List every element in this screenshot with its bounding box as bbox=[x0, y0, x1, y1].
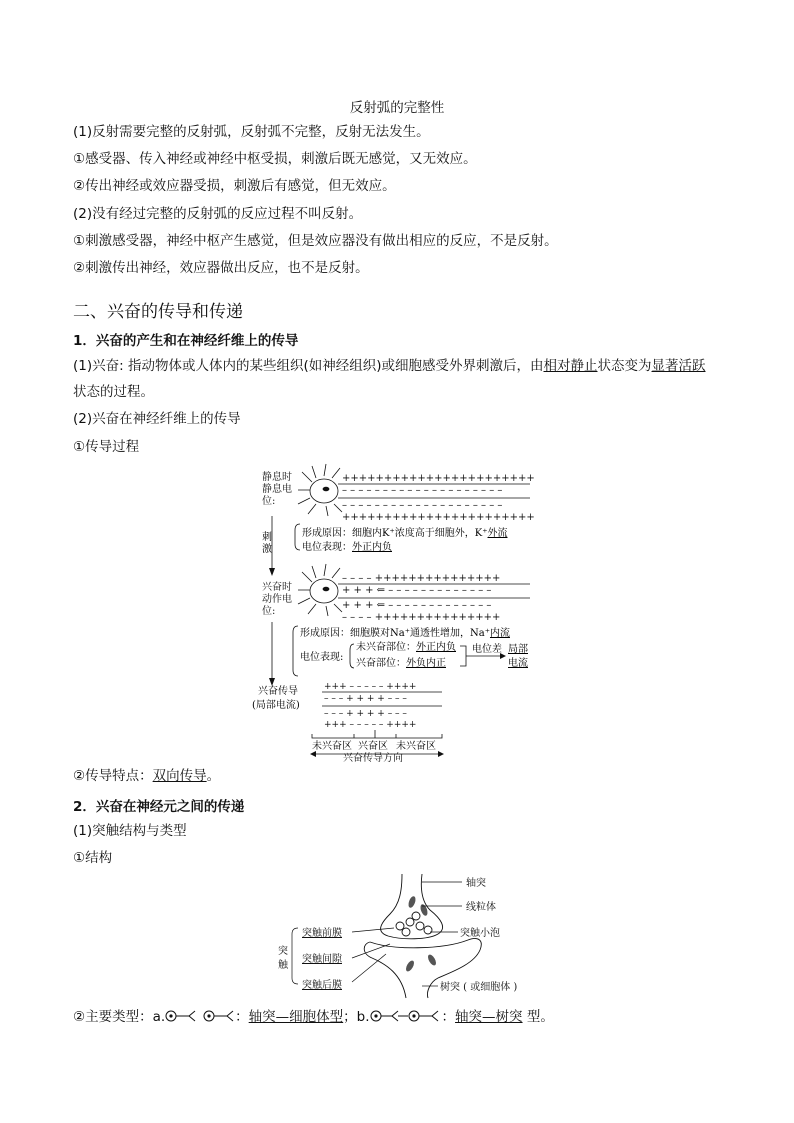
membrane-charges: +++ – – – – – ++++ bbox=[324, 682, 417, 692]
definition-text: (1)兴奋: 指动物体或人体内的某些组织(如神经组织)或细胞感受外界刺激后，由 bbox=[73, 358, 544, 374]
paragraph: (2)兴奋在神经纤维上的传导 bbox=[73, 411, 241, 427]
cause-text bbox=[302, 526, 508, 539]
types-text: ②主要类型：a. bbox=[73, 1009, 166, 1025]
stimulus-label: 刺 bbox=[262, 532, 272, 543]
propagation-label: 兴奋传导 bbox=[258, 686, 298, 697]
types-text: 型。 bbox=[522, 1009, 554, 1025]
membrane-charges: – – – – +++++++++++++++ bbox=[342, 573, 501, 584]
excite-label-2: 动作电 bbox=[262, 594, 292, 605]
excite-label-1: 兴奋时 bbox=[262, 582, 292, 593]
presynaptic-label: 突触前膜 bbox=[302, 928, 342, 939]
local-current-label: 电流 bbox=[508, 658, 528, 669]
axosomatic-synapse-icon bbox=[165, 1009, 235, 1023]
definition-line bbox=[73, 357, 706, 375]
membrane-charges: + + + ⇐ – – – – – – – – – – – – – bbox=[342, 600, 492, 611]
cause-text: 形成原因：细胞内K⁺浓度高于细胞外，K⁺ bbox=[302, 528, 488, 539]
paragraph: ①传导过程 bbox=[73, 439, 140, 455]
unexcited-text bbox=[356, 640, 456, 653]
paragraph: (2)没有经过完整的反射弧的反应过程不叫反射。 bbox=[73, 206, 363, 222]
membrane-charges: + + + ⇐ – – – – – – – – – – – – – bbox=[342, 585, 492, 596]
paragraph: ②刺激传出神经，效应器做出反应，也不是反射。 bbox=[73, 260, 369, 276]
underlined-term: 内流 bbox=[489, 628, 510, 639]
axodendritic-synapse-icon bbox=[370, 1009, 442, 1023]
feature-text: ②传导特点： bbox=[73, 768, 153, 784]
feature-line bbox=[73, 767, 220, 785]
rest-label-1: 静息时 bbox=[262, 472, 292, 483]
cause-text bbox=[300, 626, 510, 639]
synapse-label: 突 bbox=[278, 946, 288, 957]
underlined-term: 外正内负 bbox=[352, 542, 392, 553]
zone-label: 未兴奋区 bbox=[312, 741, 352, 752]
neuron-cell-body-icon bbox=[298, 464, 342, 516]
paragraph: (1)反射需要完整的反射弧，反射弧不完整，反射无法发生。 bbox=[73, 124, 430, 140]
underlined-term: 外负内正 bbox=[406, 658, 446, 669]
membrane-charges: – – – – – – – – – – – – – – – – – – – – bbox=[342, 485, 503, 496]
direction-label: 兴奋传导方向 bbox=[343, 753, 403, 764]
membrane-charges: – – – – – – – – – – – – – – – – – – – – bbox=[342, 500, 503, 511]
membrane-charges: – – – + + + + – – – bbox=[324, 694, 407, 704]
synapse-diagram bbox=[262, 870, 542, 1000]
underlined-term: 外流 bbox=[487, 528, 508, 539]
subsection-heading: 1．兴奋的产生和在神经纤维上的传导 bbox=[73, 333, 299, 349]
paragraph: ①刺激感受器，神经中枢产生感觉，但是效应器没有做出相应的反应，不是反射。 bbox=[73, 233, 558, 249]
vesicle-label: 突触小泡 bbox=[460, 928, 500, 939]
rest-label-2: 静息电 bbox=[262, 484, 292, 495]
underlined-term: 显著活跃 bbox=[651, 358, 706, 374]
excited-text bbox=[356, 656, 446, 669]
paragraph: (1)突触结构与类型 bbox=[73, 823, 187, 839]
underlined-term: 双向传导 bbox=[152, 768, 207, 784]
excited-text: 兴奋部位： bbox=[356, 658, 406, 669]
paragraph: ①感受器、传入神经或神经中枢受损，刺激后既无感觉，又无效应。 bbox=[73, 151, 477, 167]
potential-text bbox=[302, 540, 392, 553]
conduction-diagram bbox=[250, 460, 550, 760]
potential-text: 电位表现： bbox=[302, 542, 352, 553]
synaptic-cleft-label: 突触间隙 bbox=[302, 954, 342, 965]
membrane-charges: – – – – +++++++++++++++ bbox=[342, 612, 501, 623]
membrane-charges: +++++++++++++++++++++++ bbox=[342, 473, 535, 484]
postsynaptic-label: 突触后膜 bbox=[302, 980, 342, 991]
paragraph: ①结构 bbox=[73, 850, 113, 866]
local-current-label: 局部 bbox=[508, 644, 528, 655]
types-line: ②主要类型：a. ：轴突—细胞体型；b. ：轴突—树突 型。 bbox=[73, 1009, 554, 1025]
propagation-label: (局部电流) bbox=[252, 700, 300, 711]
underlined-term: 轴突—树突 bbox=[455, 1009, 523, 1025]
reflex-title: 反射弧的完整性 bbox=[349, 100, 445, 116]
unexcited-text: 未兴奋部位： bbox=[356, 642, 416, 653]
zone-label: 兴奋区 bbox=[358, 741, 388, 752]
underlined-term: 相对静止 bbox=[543, 358, 598, 374]
paragraph: ②传出神经或效应器受损，刺激后有感觉，但无效应。 bbox=[73, 178, 396, 194]
definition-text: 状态变为 bbox=[597, 358, 652, 374]
underlined-term: 外正内负 bbox=[416, 642, 456, 653]
feature-text: 。 bbox=[206, 768, 221, 784]
underlined-term: 轴突—细胞体型 bbox=[248, 1009, 344, 1025]
neuron-cell-body-icon bbox=[298, 564, 342, 616]
cause-text: 形成原因：细胞膜对Na⁺通透性增加，Na⁺ bbox=[300, 628, 490, 639]
stimulus-label: 激 bbox=[262, 544, 272, 555]
axon-label: 轴突 bbox=[466, 878, 486, 889]
mitochondria-label: 线粒体 bbox=[466, 902, 496, 913]
potential-label: 电位表现: bbox=[300, 652, 344, 663]
membrane-charges: – – – + + + + – – – bbox=[324, 709, 407, 719]
synapse-label: 触 bbox=[278, 960, 288, 971]
definition-line: 状态的过程。 bbox=[73, 384, 154, 400]
types-text: ；b. bbox=[343, 1009, 370, 1025]
excite-label-3: 位: bbox=[262, 606, 276, 617]
potential-difference-label: 电位差 bbox=[472, 644, 502, 655]
membrane-charges: +++++++++++++++++++++++ bbox=[342, 512, 535, 523]
rest-label-3: 位: bbox=[262, 496, 276, 507]
subsection-heading: 2．兴奋在神经元之间的传递 bbox=[73, 799, 245, 815]
membrane-charges: +++ – – – – – ++++ bbox=[324, 720, 417, 730]
zone-label: 未兴奋区 bbox=[396, 741, 436, 752]
dendrite-label: 树突 ( 或细胞体 ) bbox=[440, 982, 518, 993]
section-heading: 二、兴奋的传导和传递 bbox=[73, 302, 243, 322]
